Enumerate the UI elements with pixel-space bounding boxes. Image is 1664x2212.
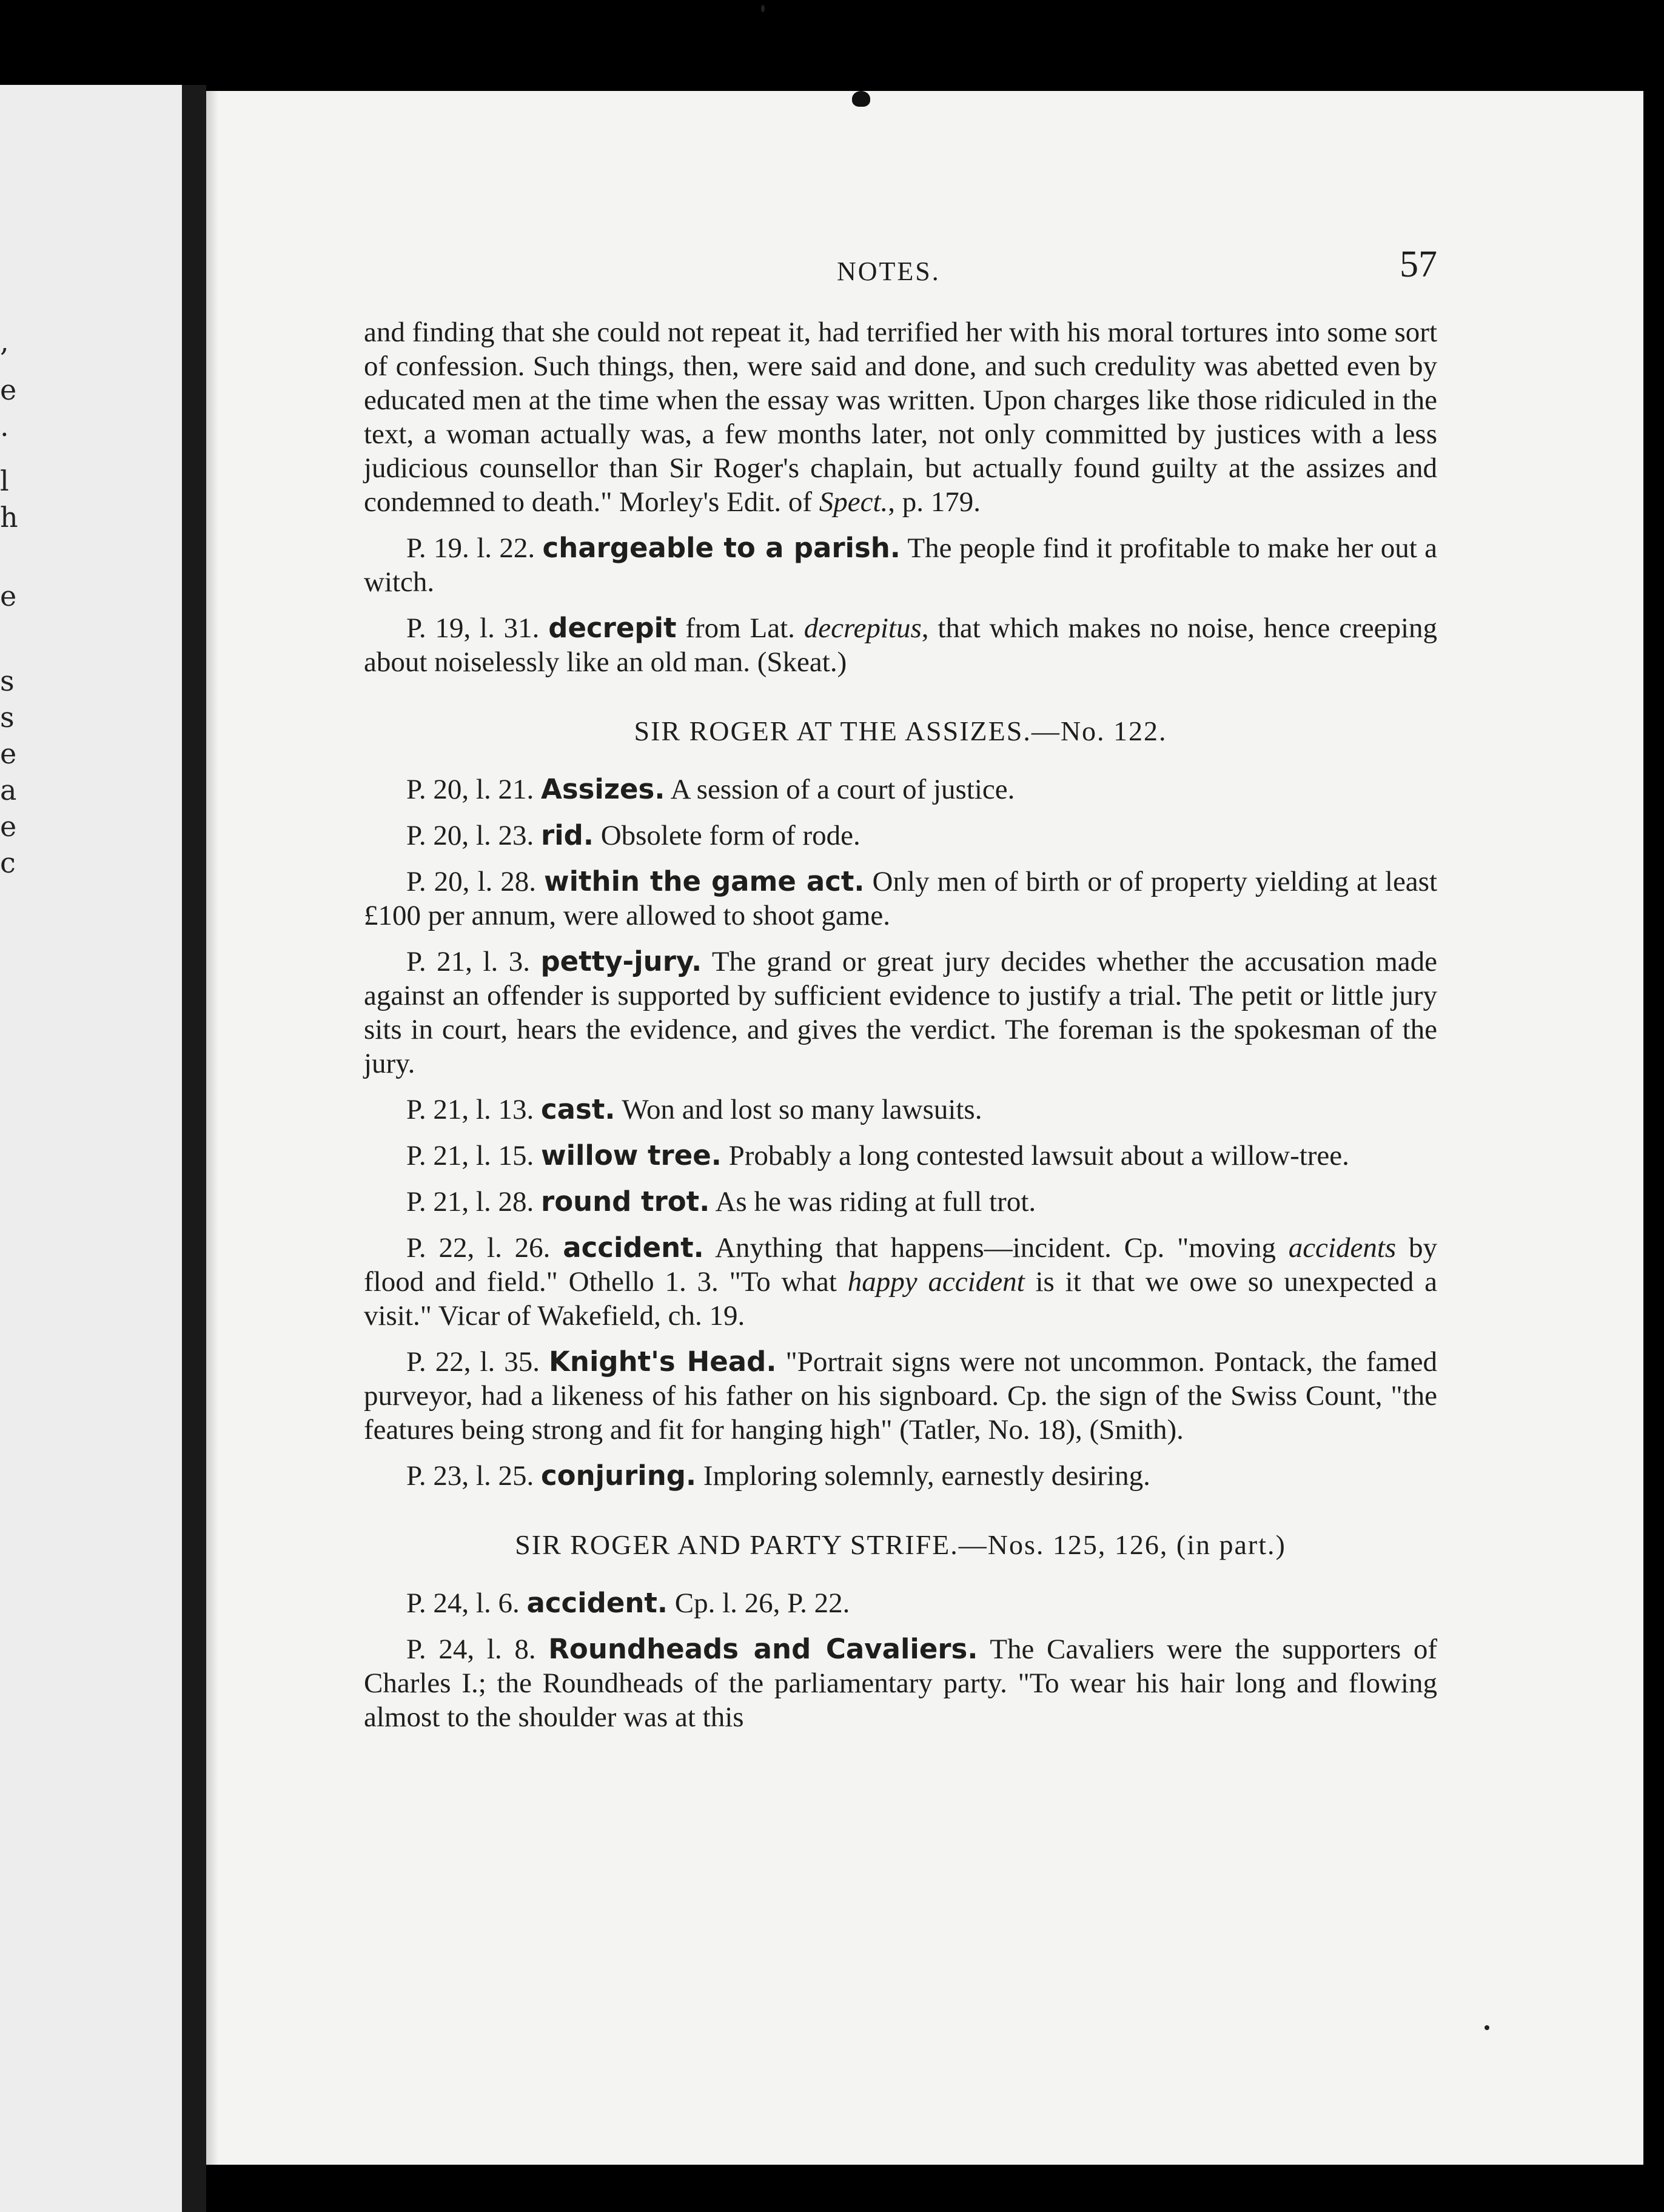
note-game-act: P. 20, l. 28. within the game act. Only men of birth or of property yielding at least £100 per annum, were allowed to shoot game. <box>364 865 1438 931</box>
note-accident-cp: P. 24, l. 6. accident. Cp. l. 26, P. 22. <box>406 1587 850 1619</box>
intro-paragraph: and finding that she could not repeat it, had terrified her with his moral tortures into some sort of confession. Such things, then, were said and done, and such credulity was abetted even by educated men at the time when the essay was written. Upon charges like those ridiculed in the text, a woman actually was, a few months later, not only committed by justices with a less judicious counsellor than Sir Roger's chaplain, but actually found guilty at the assizes and condemned to death." Morley's Edit. of Spect., p. 179. <box>364 317 1437 518</box>
running-head <box>364 243 1437 315</box>
facing-page-char: h <box>0 501 18 534</box>
facing-page-char: l <box>0 464 9 497</box>
facing-page-char: . <box>0 410 9 443</box>
section-heading-party-strife: SIR ROGER AND PARTY STRIFE.—Nos. 125, 126, (in part.) <box>515 1529 1286 1560</box>
page-number: 57 <box>1400 244 1437 285</box>
note-accident: P. 22, l. 26. accident. Anything that happens—incident. Cp. "moving accidents by flood and field." Othello 1. 3. "To what happy accident is it that we owe so unexpected a visit." Vicar of Wakefield, ch. 19. <box>364 1232 1438 1332</box>
note-petty-jury: P. 21, l. 3. petty-jury. The grand or great jury decides whether the accusation made against an offender is supported by sufficient evidence to justify a trial. The petit or little jury sits in court, hears the evidence, and gives the verdict. The foreman is the spokesman of the jury. <box>364 945 1438 1079</box>
page-content <box>364 243 1437 1746</box>
note-willow-tree: P. 21, l. 15. willow tree. Probably a long contested lawsuit about a willow-tree. <box>406 1139 1349 1171</box>
facing-page-char: c <box>0 846 16 879</box>
note-roundheads: P. 24, l. 8. Roundheads and Cavaliers. The Cavaliers were the supporters of Charles I.; the Roundheads of the parliamentary party. "To wear his hair long and flowing almost to the shoulder was at this <box>364 1633 1438 1733</box>
facing-page-char: s <box>0 665 15 697</box>
note-decrepit: P. 19, l. 31. decrepit from Lat. decrepitus, that which makes no noise, hence creeping about noiselessly like an old man. (Skeat.) <box>364 612 1438 678</box>
facing-page-char: a <box>0 774 17 806</box>
facing-page-char: e <box>0 374 17 406</box>
note-round-trot: P. 21, l. 28. round trot. As he was riding at full trot. <box>406 1185 1036 1218</box>
page-gutter <box>182 85 206 2212</box>
facing-page-char: , <box>0 325 9 358</box>
facing-page <box>0 85 182 2212</box>
binding-mark <box>852 91 870 107</box>
facing-page-char: e <box>0 810 17 843</box>
facing-page-char: e <box>0 580 17 612</box>
note-chargeable: P. 19. l. 22. chargeable to a parish. The people find it profitable to make her out a witch. <box>364 532 1437 598</box>
note-knights-head: P. 22, l. 35. Knight's Head. "Portrait signs were not uncommon. Pontack, the famed purveyor, had a likeness of his father on his signboard. Cp. the sign of the Swiss Count, "the features being strong and fit for hanging high" (Tatler, No. 18), (Smith). <box>364 1346 1437 1446</box>
section-heading-assizes: SIR ROGER AT THE ASSIZES.—No. 122. <box>634 716 1167 746</box>
stray-mark <box>761 5 765 12</box>
note-assizes: P. 20, l. 21. Assizes. A session of a court of justice. <box>406 773 1015 805</box>
facing-page-char: s <box>0 701 15 734</box>
stray-mark <box>1485 2025 1489 2030</box>
note-cast: P. 21, l. 13. cast. Won and lost so many lawsuits. <box>406 1093 982 1125</box>
note-rid: P. 20, l. 23. rid. Obsolete form of rode. <box>406 819 861 851</box>
facing-page-char: e <box>0 737 17 770</box>
note-conjuring: P. 23, l. 25. conjuring. Imploring solemnly, earnestly desiring. <box>406 1460 1150 1492</box>
running-title: NOTES. <box>837 256 941 286</box>
